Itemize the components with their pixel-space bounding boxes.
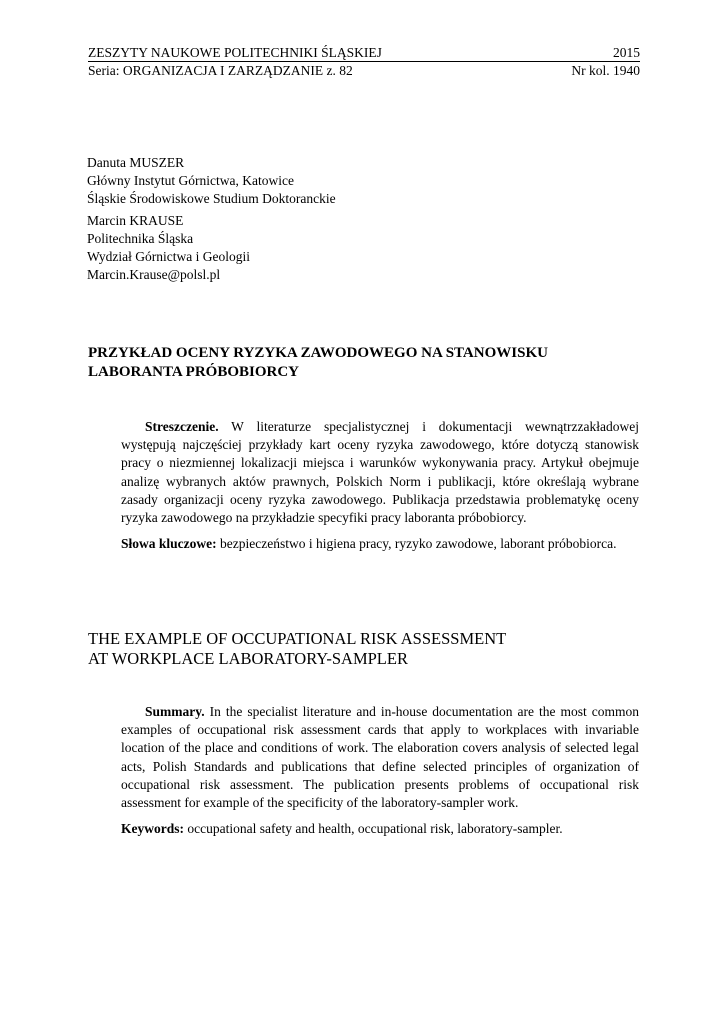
journal-issue: Nr kol. 1940	[571, 63, 640, 78]
header-series-row	[88, 62, 640, 79]
author-muszer	[87, 154, 336, 208]
title-polish	[88, 344, 648, 382]
abstract-english-paragraph	[121, 703, 639, 812]
author-email[interactable]: Marcin.Krause@polsl.pl	[87, 267, 221, 282]
keywords-polish	[121, 535, 639, 553]
title-english-line: AT WORKPLACE LABORATORY-SAMPLER	[88, 649, 408, 668]
keywords-english-text: occupational safety and health, occupational risk, laboratory-sampler.	[187, 821, 563, 837]
author-affiliation: Śląskie Środowiskowe Studium Doktoranckie	[87, 191, 336, 206]
keywords-english-label: Keywords:	[121, 821, 184, 837]
keywords-polish-label: Słowa kluczowe:	[121, 536, 217, 552]
abstract-polish-text: W literaturze specjalistycznej i dokumentacji wewnątrzzakładowej występują najczęściej przykłady kart oceny ryzyka zawodowego, które dotyczą stanowisk pracy o niezmiennej lokalizacji miejsca i warunków wykonywania pracy. Artykuł obejmuje analizę wybranych aktów prawnych, Polskich Norm i publikacji, które określają wybrane zasady organizacji oceny ryzyka zawodowego. Publikacja przedstawia problematykę oceny ryzyka zawodowego na przykładzie specyfiki pracy laboranta próbobiorcy.	[121, 419, 639, 526]
title-polish-line: PRZYKŁAD OCENY RYZYKA ZAWODOWEGO NA STANOWISKU	[88, 345, 548, 361]
author-affiliation: Główny Instytut Górnictwa, Katowice	[87, 173, 294, 188]
abstract-english-label: Summary.	[145, 704, 205, 719]
author-name: Marcin KRAUSE	[87, 213, 184, 228]
abstract-polish-paragraph	[121, 418, 639, 527]
title-english-line: THE EXAMPLE OF OCCUPATIONAL RISK ASSESSMENT	[88, 629, 507, 648]
title-english	[88, 629, 648, 669]
header-journal-row	[88, 44, 640, 62]
author-krause	[87, 212, 336, 284]
keywords-polish-text: bezpieczeństwo i higiena pracy, ryzyko zawodowe, laborant próbobiorca.	[220, 536, 617, 552]
author-affiliation: Wydział Górnictwa i Geologii	[87, 249, 251, 264]
running-header	[88, 44, 640, 79]
journal-name: ZESZYTY NAUKOWE POLITECHNIKI ŚLĄSKIEJ	[88, 45, 382, 60]
author-name: Danuta MUSZER	[87, 155, 185, 170]
abstract-polish	[121, 418, 639, 553]
journal-year: 2015	[613, 45, 640, 60]
journal-series: Seria: ORGANIZACJA I ZARZĄDZANIE z. 82	[88, 63, 353, 78]
abstract-english	[121, 703, 639, 838]
keywords-english	[121, 820, 639, 838]
author-list	[87, 154, 336, 288]
abstract-english-text: In the specialist literature and in-house documentation are the most common examples of occupational risk assessment cards that apply to workplaces with invariable location of the place and conditions of work. The elaboration covers analysis of selected legal acts, Polish Standards and publications that define selected principles of organization of occupational risk assessment. The publication presents problems of occupational risk assessment for example of the specificity of the laboratory-sampler work.	[121, 704, 639, 811]
abstract-polish-label: Streszczenie.	[145, 419, 219, 434]
author-affiliation: Politechnika Śląska	[87, 231, 194, 246]
title-polish-line: LABORANTA PRÓBOBIORCY	[88, 364, 299, 380]
